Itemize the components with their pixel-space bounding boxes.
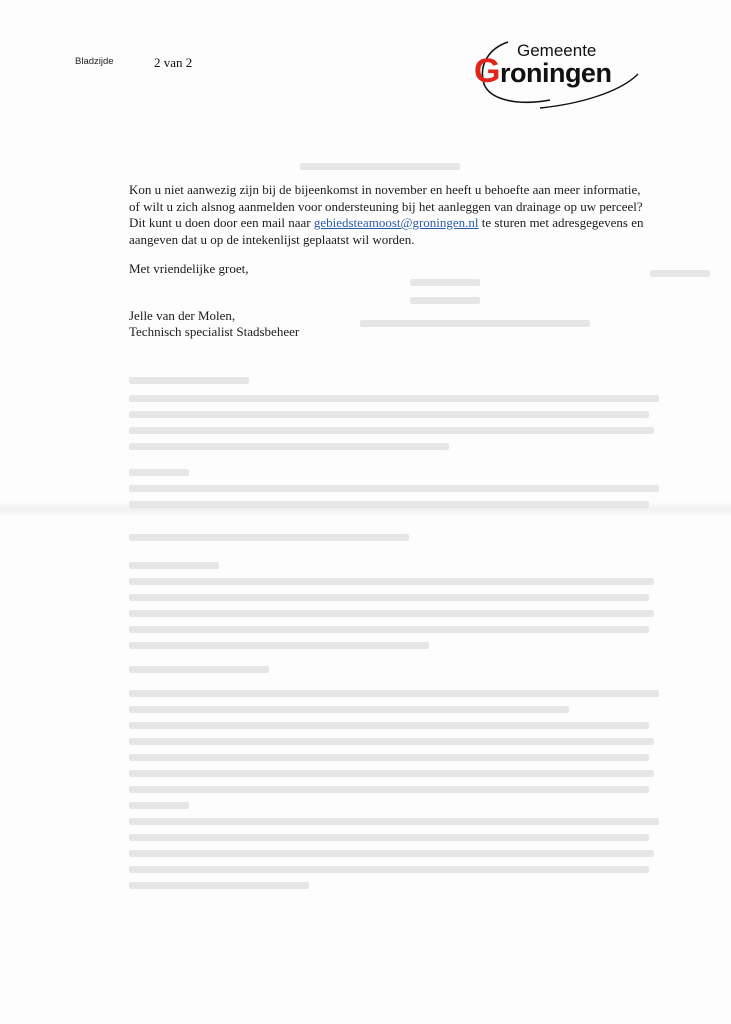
logo-initial: G (474, 52, 500, 90)
page-number: 2 van 2 (154, 55, 193, 70)
sender-name: Jelle van der Molen, (129, 308, 236, 323)
page-label: Bladzijde (75, 56, 114, 67)
closing: Met vriendelijke groet, (129, 261, 249, 276)
sender-title: Technisch specialist Stadsbeheer (129, 324, 300, 339)
letter-body (129, 182, 649, 248)
logo-rest: roningen (499, 58, 612, 88)
paragraph-text-2: te sturen met adresgegevens en aangeven dat u op de intekenlijst geplaatst wil worden. (129, 215, 644, 247)
gemeente-groningen-logo (470, 34, 650, 112)
paragraph-text-1: Kon u niet aanwezig zijn bij de bijeenkomst in november en heeft u behoefte aan meer informatie, of wilt u zich alsnog aanmelden voor ondersteuning bij het aanleggen van drainage op uw perceel? Dit kunt u doen door een mail naar (129, 182, 643, 230)
email-link[interactable]: gebiedsteamoost@groningen.nl (313, 215, 479, 230)
logo-line1: Gemeente (517, 41, 597, 60)
svg-text:Groningen (474, 52, 611, 90)
letter-paragraph (129, 182, 649, 248)
